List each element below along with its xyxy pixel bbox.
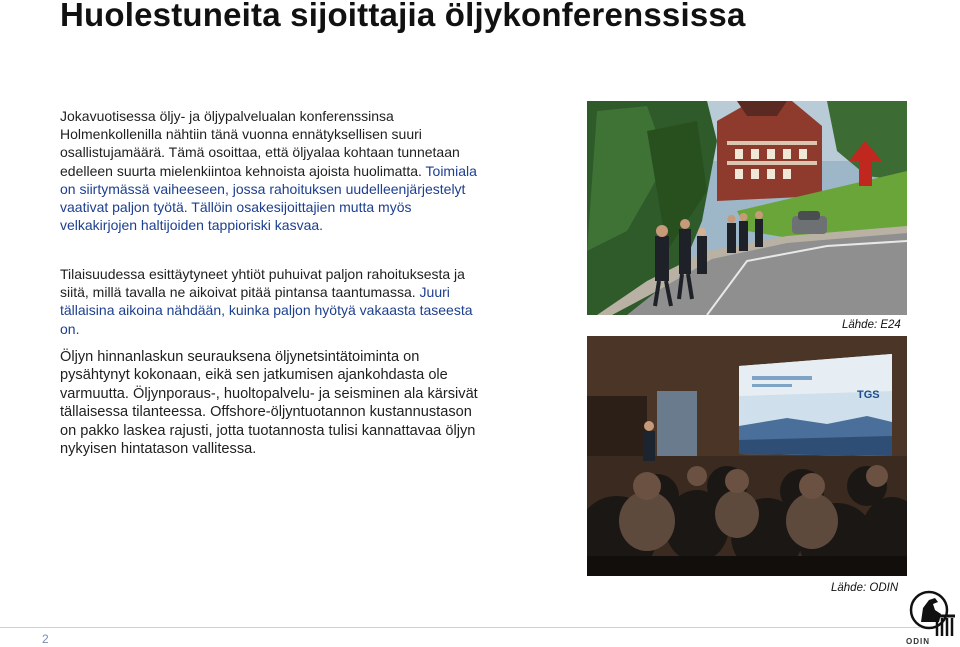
paragraph-1-text: Jokavuotisessa öljy- ja öljypalvelualan konferenssinsa Holmenkollenilla nähtiin tänä vuonna ennätyksellisen suuri osallistujamäärä. Tämä osoittaa, että öljyalaa kohtaan tunnetaan edelleen suurta mielenkiintoa kehnoista ajoista huolimatta. [60,108,460,179]
photo-2-caption: Lähde: ODIN [831,582,899,594]
page-number: 2 [42,632,49,646]
paragraph-2-text: Tilaisuudessa esittäytyneet yhtiöt puhuivat paljon rahoituksesta ja siitä, millä tavalla ne aikoivat pitää pintansa taantumassa. [60,266,465,301]
footer-divider [0,627,920,628]
paragraph-1 [60,107,490,234]
photo-1-caption: Lähde: E24 [842,319,901,331]
paragraph-2-highlight: Juuri tällaisina aikoina nähdään, kuinka paljon hyötyä vakaasta taseesta on. [60,284,473,337]
paragraph-2 [60,265,490,338]
holmenkollen-photo [587,101,907,315]
paragraph-3: Öljyn hinnanlaskun seurauksena öljynetsintätoiminta on pysähtynyt kokonaan, eikä sen jatkumisen ajankohdasta ole varmuutta. Öljynporaus-, huoltopalvelu- ja seisminen ala kärsivät tällaisessa tilanteessa. Offshore-öljyntuotannon kustannustason on pakko laskea rajusti, jotta tuotannosta tulisi kannattavaa öljyn nykyisen hintatason vallitessa. [60,349,478,458]
screen-logo: TGS [857,389,880,401]
slide-title: Huolestuneita sijoittajia öljykonferenssissa [60,0,746,33]
paragraph-1-highlight: Toimiala on siirtymässä vaiheeseen, jossa rahoituksen uudelleenjärjestelyt vaativat paljon työtä. Tällöin osakesijoittajien mutta myös velkakirjojen haltijoiden tappioriski kasvaa. [60,162,477,234]
odin-logo-text: ODIN [906,637,930,646]
conference-photo [587,336,907,576]
